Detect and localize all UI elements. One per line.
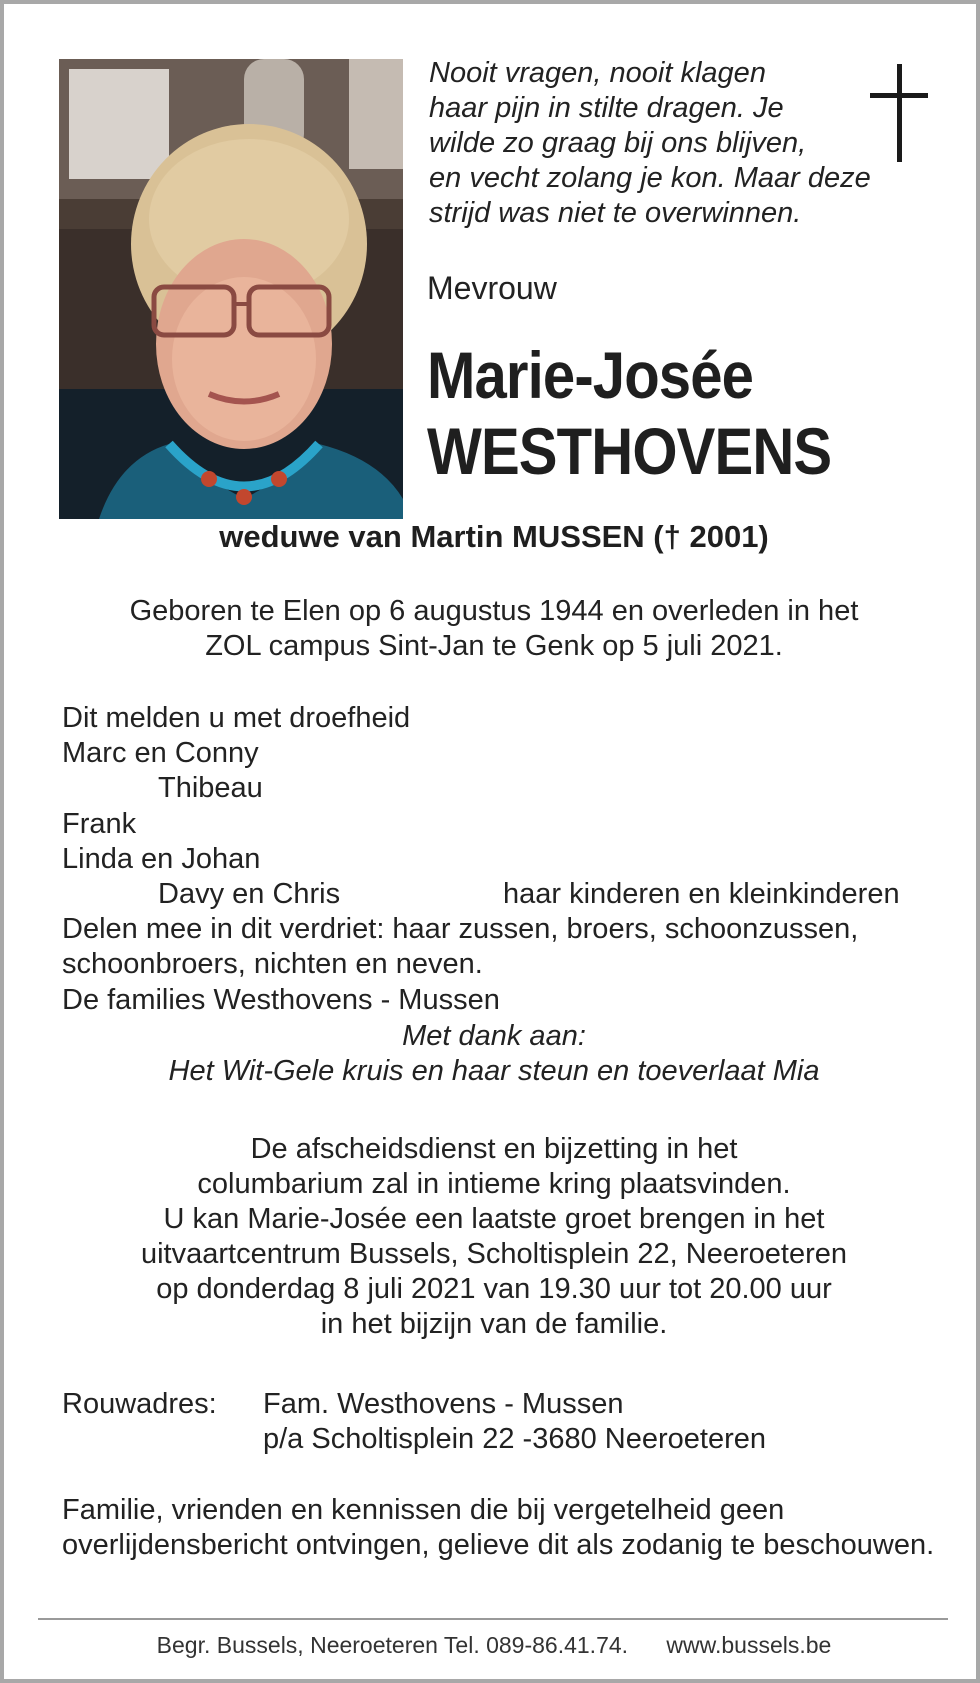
- memorial-poem: [429, 56, 909, 231]
- grandchild: Davy en Chris: [158, 878, 341, 911]
- address-line: p/a Scholtisplein 22 -3680 Neeroeteren: [263, 1423, 766, 1455]
- family-member: Linda en Johan: [62, 842, 261, 875]
- service-line: De afscheidsdienst en bijzetting in het: [250, 1133, 738, 1165]
- family-member: Frank: [62, 807, 137, 840]
- address-line: Fam. Westhovens - Mussen: [263, 1388, 624, 1420]
- service-line: in het bijzijn van de familie.: [320, 1308, 668, 1340]
- birth-death-line: Geboren te Elen op 6 augustus 1944 en overleden in het: [129, 595, 859, 627]
- cross-icon: [870, 64, 928, 164]
- poem-line: en vecht zolang je kon. Maar deze: [429, 162, 871, 194]
- footer: [4, 1632, 980, 1659]
- service-line: columbarium zal in intieme kring plaatsvinden.: [197, 1168, 791, 1200]
- footer-divider: [38, 1618, 948, 1620]
- families-line: De families Westhovens - Mussen: [62, 983, 500, 1016]
- poem-line: Nooit vragen, nooit klagen: [429, 57, 766, 89]
- portrait-illustration: [59, 59, 403, 519]
- poem-line: wilde zo graag bij ons blijven,: [429, 127, 807, 159]
- share-grief-line: Delen mee in dit verdriet: haar zussen, broers, schoonzussen,: [62, 913, 859, 946]
- service-info: [4, 1132, 980, 1342]
- thanks-section: [4, 1019, 980, 1089]
- portrait-photo: [59, 59, 403, 519]
- first-name: Marie-Josée: [427, 338, 754, 412]
- thanks-text: Het Wit-Gele kruis en haar steun en toeverlaat Mia: [168, 1055, 820, 1087]
- funeral-home-contact: Begr. Bussels, Neeroeteren Tel. 089-86.41.74.: [156, 1632, 629, 1658]
- poem-line: haar pijn in stilte dragen. Je: [429, 92, 784, 124]
- announcement-intro: Dit melden u met droefheid: [62, 702, 411, 734]
- family-role: haar kinderen en kleinkinderen: [503, 878, 900, 911]
- family-announcement: [62, 701, 962, 1018]
- thanks-heading: Met dank aan:: [402, 1020, 586, 1052]
- family-member: Marc en Conny: [62, 737, 259, 770]
- address-label: Rouwadres:: [62, 1388, 217, 1420]
- service-line: uitvaartcentrum Bussels, Scholtisplein 22, Neeroeteren: [140, 1238, 848, 1270]
- funeral-home-website[interactable]: www.bussels.be: [666, 1632, 832, 1658]
- grandchild: Thibeau: [158, 772, 263, 805]
- closing-note: Familie, vrienden en kennissen die bij vergetelheid geen overlijdensbericht ontvingen, gelieve dit als zodanig te beschouwen.: [62, 1494, 935, 1561]
- mourning-address: [62, 1387, 962, 1459]
- poem-line: strijd was niet te overwinnen.: [429, 197, 802, 229]
- service-line: op donderdag 8 juli 2021 van 19.30 uur tot 20.00 uur: [156, 1273, 832, 1305]
- birth-death-line: ZOL campus Sint-Jan te Genk op 5 juli 2021.: [205, 630, 783, 662]
- grandchild-row: [62, 877, 962, 912]
- service-line: U kan Marie-Josée een laatste groet brengen in het: [163, 1203, 825, 1235]
- honorific: Mevrouw: [427, 270, 557, 306]
- last-name: WESTHOVENS: [427, 414, 832, 488]
- widow-line: weduwe van Martin MUSSEN († 2001): [219, 519, 769, 554]
- birth-death-text: [4, 594, 980, 664]
- share-grief-line: schoonbroers, nichten en neven.: [62, 948, 483, 981]
- deceased-name: [427, 337, 831, 489]
